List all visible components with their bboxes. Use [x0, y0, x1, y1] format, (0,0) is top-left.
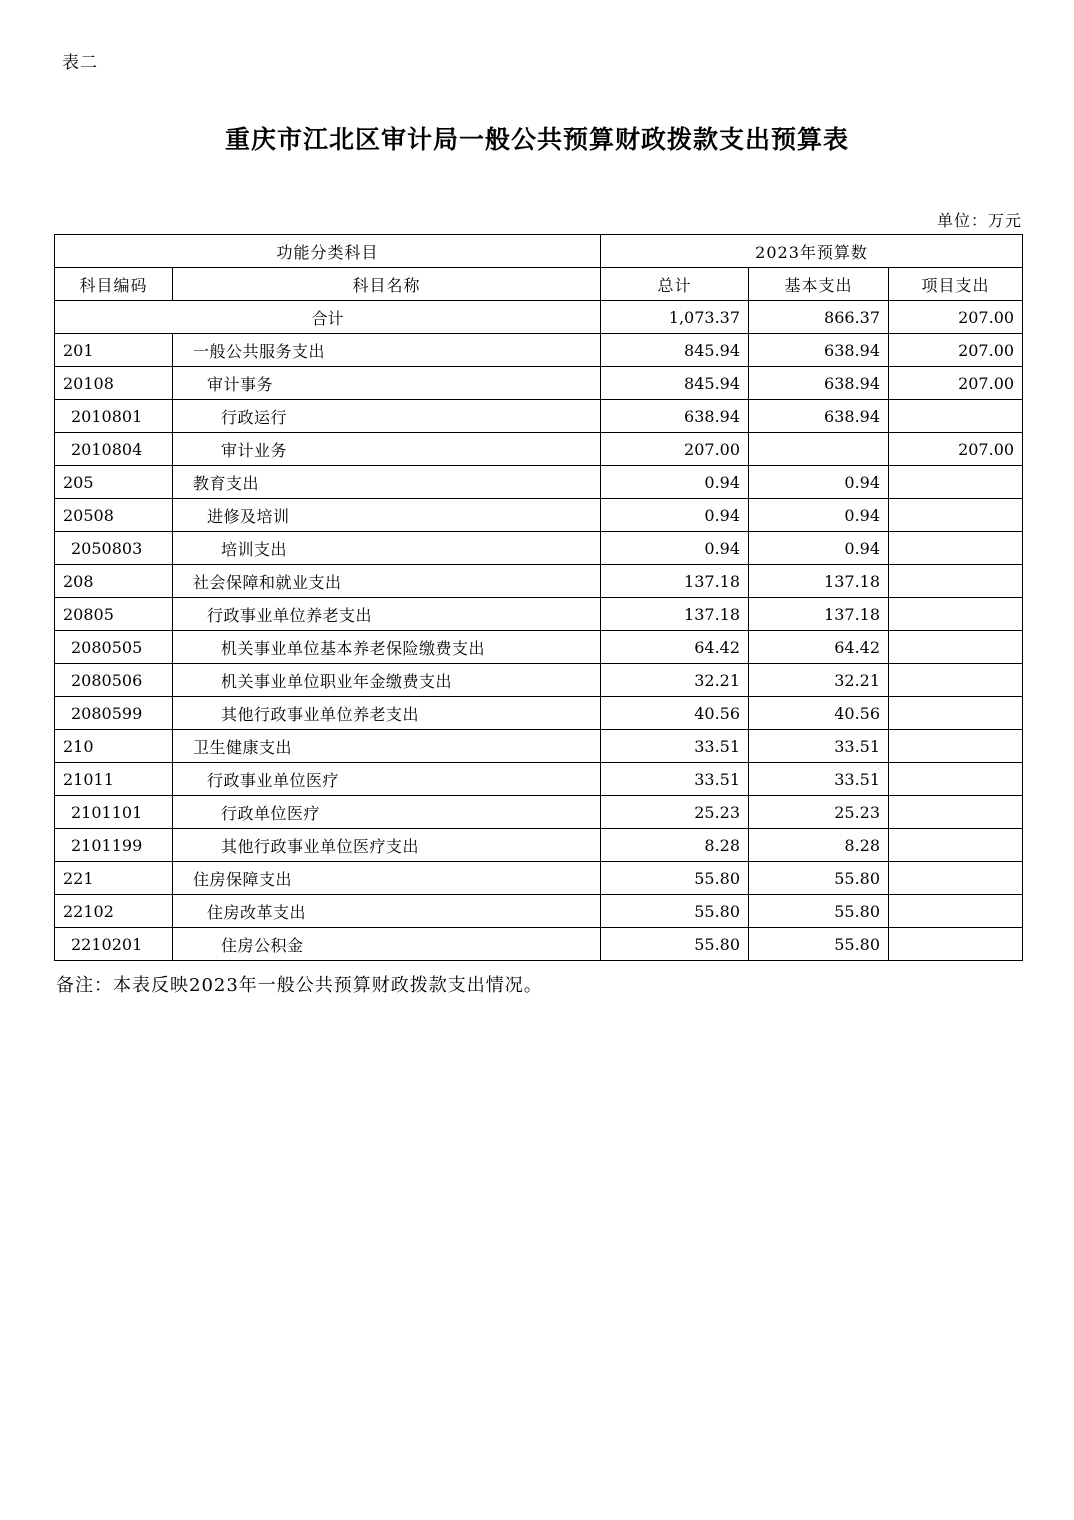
cell-subject-code: 2080506: [55, 664, 173, 697]
cell-project: [889, 565, 1023, 598]
cell-basic: 638.94: [749, 400, 889, 433]
cell-project: [889, 862, 1023, 895]
cell-subject-code: 2050803: [55, 532, 173, 565]
table-header-sub-row: [55, 268, 1023, 301]
cell-basic: 137.18: [749, 598, 889, 631]
header-col-name: 科目名称: [173, 268, 601, 301]
cell-subject-name: 行政运行: [173, 400, 601, 433]
cell-basic: 8.28: [749, 829, 889, 862]
cell-basic: 638.94: [749, 334, 889, 367]
cell-project: [889, 928, 1023, 961]
header-col-basic: 基本支出: [749, 268, 889, 301]
cell-total: 33.51: [601, 763, 749, 796]
cell-subject-code: 210: [55, 730, 173, 763]
budget-table-wrap: [54, 234, 1022, 961]
table-row: [55, 631, 1023, 664]
cell-subject-name: 教育支出: [173, 466, 601, 499]
cell-subject-code: 2080505: [55, 631, 173, 664]
cell-project: [889, 598, 1023, 631]
cell-project: [889, 400, 1023, 433]
cell-subject-name: 一般公共服务支出: [173, 334, 601, 367]
cell-project: [889, 532, 1023, 565]
header-col-total: 总计: [601, 268, 749, 301]
cell-basic: 55.80: [749, 862, 889, 895]
cell-subject-name: 行政单位医疗: [173, 796, 601, 829]
cell-subject-code: 2080599: [55, 697, 173, 730]
cell-project: 207.00: [889, 367, 1023, 400]
cell-subject-name: 机关事业单位职业年金缴费支出: [173, 664, 601, 697]
header-functional-classification: 功能分类科目: [55, 235, 601, 268]
cell-project: [889, 763, 1023, 796]
cell-subject-name: 行政事业单位养老支出: [173, 598, 601, 631]
table-row: [55, 499, 1023, 532]
cell-subject-code: 208: [55, 565, 173, 598]
cell-total: 55.80: [601, 862, 749, 895]
cell-subject-code: 22102: [55, 895, 173, 928]
table-row: [55, 895, 1023, 928]
cell-project: [889, 664, 1023, 697]
cell-subject-code: 20508: [55, 499, 173, 532]
cell-subject-code: 2101101: [55, 796, 173, 829]
cell-subject-code: 205: [55, 466, 173, 499]
cell-total: 55.80: [601, 928, 749, 961]
cell-subject-code: 20805: [55, 598, 173, 631]
total-label: 合计: [55, 301, 601, 334]
cell-basic: 64.42: [749, 631, 889, 664]
cell-total: 638.94: [601, 400, 749, 433]
cell-basic: 33.51: [749, 763, 889, 796]
cell-basic: 638.94: [749, 367, 889, 400]
cell-basic: 0.94: [749, 466, 889, 499]
cell-subject-name: 其他行政事业单位医疗支出: [173, 829, 601, 862]
table-row: [55, 598, 1023, 631]
table-row: [55, 664, 1023, 697]
table-row: [55, 565, 1023, 598]
cell-subject-name: 其他行政事业单位养老支出: [173, 697, 601, 730]
cell-total: 55.80: [601, 895, 749, 928]
cell-basic: 55.80: [749, 895, 889, 928]
cell-total: 32.21: [601, 664, 749, 697]
cell-project: [889, 697, 1023, 730]
table-row: [55, 697, 1023, 730]
cell-basic: 137.18: [749, 565, 889, 598]
cell-total: 845.94: [601, 367, 749, 400]
cell-total: 0.94: [601, 499, 749, 532]
cell-project: [889, 631, 1023, 664]
table-row: [55, 796, 1023, 829]
table-row: [55, 400, 1023, 433]
cell-subject-name: 住房保障支出: [173, 862, 601, 895]
cell-project: [889, 895, 1023, 928]
cell-subject-name: 审计事务: [173, 367, 601, 400]
cell-total: 137.18: [601, 565, 749, 598]
unit-note: 单位：万元: [936, 211, 1022, 230]
table-body: [55, 301, 1023, 961]
cell-subject-name: 卫生健康支出: [173, 730, 601, 763]
cell-project: [889, 796, 1023, 829]
table-row-total: [55, 301, 1023, 334]
cell-subject-code: 2210201: [55, 928, 173, 961]
cell-subject-code: 221: [55, 862, 173, 895]
cell-basic: 0.94: [749, 499, 889, 532]
cell-subject-name: 培训支出: [173, 532, 601, 565]
cell-subject-name: 行政事业单位医疗: [173, 763, 601, 796]
cell-subject-code: 2101199: [55, 829, 173, 862]
cell-total: 207.00: [601, 433, 749, 466]
cell-total: 0.94: [601, 466, 749, 499]
table-row: [55, 532, 1023, 565]
cell-total: 33.51: [601, 730, 749, 763]
cell-subject-name: 机关事业单位基本养老保险缴费支出: [173, 631, 601, 664]
budget-table: [54, 234, 1023, 961]
cell-basic: 55.80: [749, 928, 889, 961]
table-header-group-row: [55, 235, 1023, 268]
cell-total: 845.94: [601, 334, 749, 367]
cell-subject-code: 2010801: [55, 400, 173, 433]
cell-subject-code: 21011: [55, 763, 173, 796]
cell-subject-code: 2010804: [55, 433, 173, 466]
cell-total: 25.23: [601, 796, 749, 829]
cell-subject-name: 进修及培训: [173, 499, 601, 532]
cell-subject-code: 201: [55, 334, 173, 367]
cell-basic: [749, 433, 889, 466]
cell-project: 207.00: [889, 334, 1023, 367]
cell-basic: 25.23: [749, 796, 889, 829]
table-row: [55, 367, 1023, 400]
total-basic: 866.37: [749, 301, 889, 334]
total-project: 207.00: [889, 301, 1023, 334]
table-row: [55, 928, 1023, 961]
cell-basic: 33.51: [749, 730, 889, 763]
cell-project: [889, 730, 1023, 763]
table-row: [55, 829, 1023, 862]
table-row: [55, 466, 1023, 499]
table-row: [55, 763, 1023, 796]
cell-subject-name: 住房公积金: [173, 928, 601, 961]
header-col-code: 科目编码: [55, 268, 173, 301]
cell-project: 207.00: [889, 433, 1023, 466]
table-row: [55, 730, 1023, 763]
table-row: [55, 334, 1023, 367]
cell-total: 8.28: [601, 829, 749, 862]
header-budget-year: 2023年预算数: [601, 235, 1023, 268]
cell-subject-name: 审计业务: [173, 433, 601, 466]
cell-subject-name: 住房改革支出: [173, 895, 601, 928]
page-title: 重庆市江北区审计局一般公共预算财政拨款支出预算表: [224, 125, 849, 154]
cell-basic: 32.21: [749, 664, 889, 697]
cell-basic: 40.56: [749, 697, 889, 730]
sheet-label: 表二: [62, 53, 98, 73]
cell-subject-code: 20108: [55, 367, 173, 400]
footnote: 备注：本表反映2023年一般公共预算财政拨款支出情况。: [56, 975, 543, 996]
cell-project: [889, 466, 1023, 499]
cell-basic: 0.94: [749, 532, 889, 565]
table-row: [55, 862, 1023, 895]
table-row: [55, 433, 1023, 466]
cell-project: [889, 829, 1023, 862]
cell-total: 0.94: [601, 532, 749, 565]
cell-subject-name: 社会保障和就业支出: [173, 565, 601, 598]
total-total: 1,073.37: [601, 301, 749, 334]
cell-total: 40.56: [601, 697, 749, 730]
cell-total: 64.42: [601, 631, 749, 664]
cell-project: [889, 499, 1023, 532]
cell-total: 137.18: [601, 598, 749, 631]
header-col-project: 项目支出: [889, 268, 1023, 301]
